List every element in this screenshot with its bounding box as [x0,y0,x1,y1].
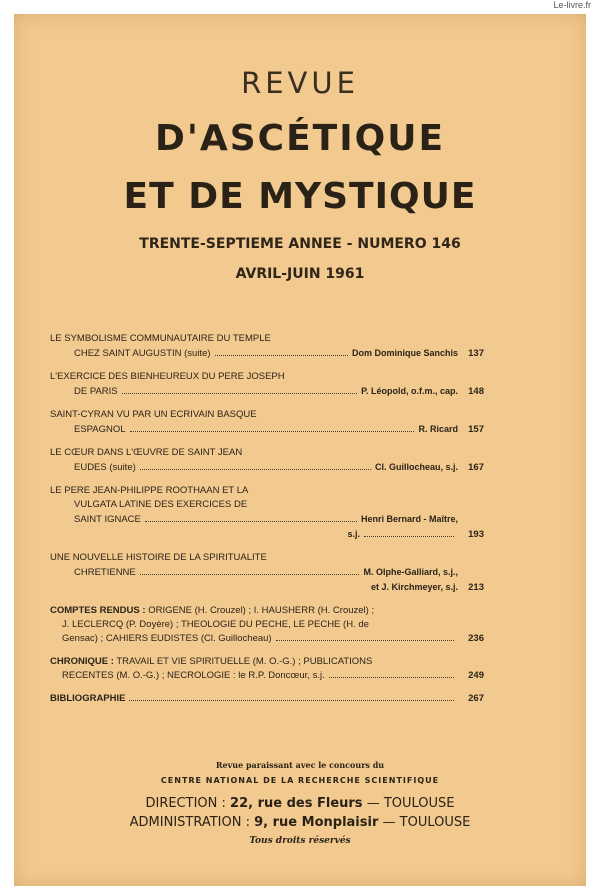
entry-page: 213 [468,582,484,593]
entry-author: Henri Bernard - Maître, [360,514,458,524]
reviews-label: COMPTES RENDUS : [50,605,146,616]
entry-title-line: SAINT-CYRAN VU PAR UN ECRIVAIN BASQUE [50,409,257,420]
entry-author: et J. Kirchmeyer, s.j. [370,582,458,592]
reviews-text: J. LECLERCQ (P. Doyère) ; THEOLOGIE DU PECHE, LE PECHE (H. de [62,619,369,630]
entry-author: P. Léopold, o.f.m., cap. [361,386,458,396]
entry-title-line: LE SYMBOLISME COMMUNAUTAIRE DU TEMPLE [50,333,271,344]
entry-page: 167 [468,462,484,473]
rights-reserved: Tous droits réservés [249,836,351,846]
title-ascetique: D'ASCÉTIQUE [154,118,446,159]
entry-title-line: LE CŒUR DANS L'ŒUVRE DE SAINT JEAN [50,447,243,458]
entry-page: 157 [468,424,484,435]
reviews-text: ORIGENE (H. Crouzel) ; I. HAUSHERR (H. Crouzel) ; [148,605,375,616]
dot-leader [145,521,357,522]
chronicle-text: RECENTES (M. O.-G.) ; NECROLOGIE : le R.P. Doncœur, s.j. [62,670,325,681]
chronicle-text: TRAVAIL ET VIE SPIRITUELLE (M. O.-G.) ; PUBLICATIONS [116,656,373,667]
dot-leader [276,640,454,641]
issue-date: AVRIL-JUIN 1961 [235,266,365,282]
entry-page: 249 [468,670,484,681]
entry-title-line: L'EXERCICE DES BIENHEUREUX DU PERE JOSEPH [50,371,285,382]
chronicle-label: CHRONIQUE : [50,656,114,667]
entry-page: 193 [468,529,484,540]
dot-leader [140,574,360,575]
entry-page: 267 [468,693,484,704]
toc-reviews [50,604,484,646]
entry-title-line: LE PERE JEAN-PHILIPPE ROOTHAAN ET LA [50,485,249,496]
dot-leader [215,355,348,356]
entry-author: M. Olphe-Galliard, s.j., [363,567,458,577]
dot-leader [364,536,454,537]
entry-title-line: CHEZ SAINT AUGUSTIN (suite) [74,348,211,359]
administration-address: ADMINISTRATION : 9, rue Monplaisir — TOULOUSE [129,815,471,830]
entry-title-line: EUDES (suite) [74,462,136,473]
reviews-text: Gensac) ; CAHIERS EUDISTES (Cl. Guillocheau) [62,633,272,644]
entry-author: Cl. Guillocheau, s.j. [374,462,458,472]
bibliography-label: BIBLIOGRAPHIE [50,693,126,704]
table-of-contents [50,332,484,715]
dot-leader [130,431,415,432]
site-watermark: Le-livre.fr [553,0,591,10]
dot-leader [329,677,454,678]
toc-entry [50,408,484,437]
entry-title-line: SAINT IGNACE [74,514,141,525]
entry-title-line: UNE NOUVELLE HISTOIRE DE LA SPIRITUALITE [50,552,267,563]
year-issue: TRENTE-SEPTIEME ANNEE - NUMERO 146 [139,236,461,252]
direction-address: DIRECTION : 22, rue des Fleurs — TOULOUSE [145,796,455,811]
support-note: Revue paraissant avec le concours du [215,760,385,770]
entry-title-line: ESPAGNOL [74,424,126,435]
dot-leader [140,469,371,470]
entry-author: R. Ricard [418,424,458,434]
title-mystique: ET DE MYSTIQUE [123,176,477,217]
entry-page: 236 [468,633,484,644]
entry-title-line: CHRETIENNE [74,567,136,578]
dot-leader [122,393,358,394]
toc-entry [50,551,484,595]
cnrs-name: CENTRE NATIONAL DE LA RECHERCHE SCIENTIFIQUE [160,776,440,785]
entry-page: 148 [468,386,484,397]
entry-author: s.j. [347,529,360,539]
magazine-cover [14,14,586,886]
toc-chronicle [50,655,484,683]
entry-title-line: DE PARIS [74,386,118,397]
toc-entry [50,446,484,475]
title-revue: REVUE [241,66,359,100]
dot-leader [129,700,454,701]
entry-author: Dom Dominique Sanchis [351,348,458,358]
entry-title-line: VULGATA LATINE DES EXERCICES DE [74,499,248,510]
toc-entry [50,484,484,542]
toc-entry [50,332,484,361]
toc-entry [50,370,484,399]
entry-page: 137 [468,348,484,359]
toc-bibliography [50,692,484,706]
